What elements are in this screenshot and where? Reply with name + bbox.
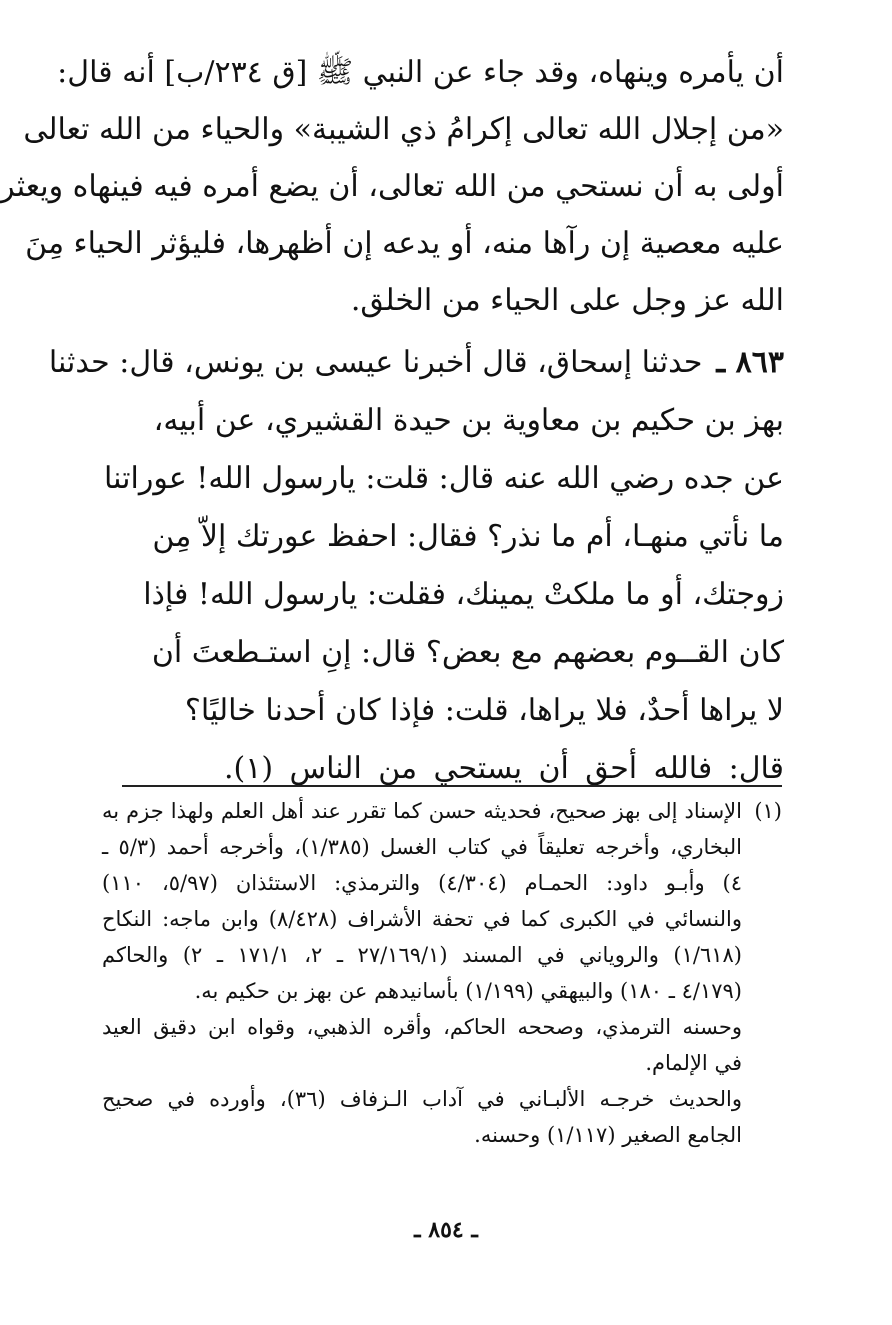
text-line: أولى به أن نستحي من الله تعالى، أن يضع أمره فيه فينهاه ويعثر [0,169,784,204]
footnote-line: ٤) وأبـو داود: الحمـام (٤/٣٠٤) والترمذي: الاستئذان (٥/٩٧، ١١٠) [102,871,742,895]
hadith-body [48,334,784,798]
footnote-line: والنسائي في الكبرى كما في تحفة الأشراف (٨/٤٢٨) وابن ماجه: النكاح [102,907,743,931]
hadith-line [48,334,784,392]
footnotes-block [102,793,782,1153]
text-line: «من إجلال الله تعالى إكرامُ ذي الشيبة» والحياء من الله تعالى [23,112,784,147]
hadith-line: عن جده رضي الله عنه قال: قلت: يارسول الله! عوراتنا [103,461,784,496]
text-line: عليه معصية إن رآها منه، أو يدعه إن أظهرها، فليؤثر الحياء مِنَ [25,226,784,261]
footnote-line: في الإلمام. [645,1051,742,1075]
footnote-line: الإسناد إلى بهز صحيح، فحديثه حسن كما تقرر عند أهل العلم ولهذا جزم به [102,799,742,823]
text-line: أن يأمره وينهاه، وقد جاء عن النبي ﷺ [ق ٢٣٤/ب] أنه قال: [57,55,784,90]
hadith-first-line: حدثنا إسحاق، قال أخبرنا عيسى بن يونس، قال: حدثنا [48,345,703,380]
footnote-line: (٤/١٧٩ ـ ١٨٠) والبيهقي (١/١٩٩) بأسانيدهم عن بهز بن حكيم به. [194,979,742,1003]
hadith-line: لا يراها أحدٌ، فلا يراها، قلت: فإذا كان أحدنا خاليًا؟ [184,693,784,728]
footnote-line: (١/٦١٨) والروياني في المسند (٢٧/١٦٩/١ ـ ٢، ١٧١/١ ـ ٢) والحاكم [102,943,742,967]
footnote-1 [102,793,782,1153]
hadith-line: كان القــوم بعضهم مع بعض؟ قال: إنِ استـطعتَ أن [151,635,784,670]
hadith-line: ما نأتي منهـا، أم ما نذر؟ فقال: احفظ عورتك إلاّ مِن [152,519,784,554]
hadith-line: زوجتك، أو ما ملكتْ يمينك، فقلت: يارسول الله! فإذا [143,577,784,612]
footnote-marker: (١) [754,799,782,823]
footnote-line: الجامع الصغير (١/١١٧) وحسنه. [474,1123,742,1147]
footnote-line: البخاري، وأخرجه تعليقاً في كتاب الغسل (١/٣٨٥)، وأخرجه أحمد (٥/٣ ـ [102,835,743,859]
footnote-line: والحديث خرجـه الألبـاني في آداب الـزفاف (٣٦)، وأورده في صحيح [102,1087,742,1111]
hadith-number: ٨٦٣ ـ [716,345,784,380]
footnote-line: وحسنه الترمذي، وصححه الحاكم، وأقره الذهبي، وقواه ابن دقيق العيد [102,1015,742,1039]
text-line: الله عز وجل على الحياء من الخلق. [350,283,784,318]
page-number: ـ ٨٥٤ ـ [414,1217,478,1243]
main-text-block [0,44,784,329]
hadith-line: قال: فالله أحق أن يستحي من الناس (١). [224,751,784,786]
footnote-separator [122,785,782,787]
hadith-line: بهز بن حكيم بن معاوية بن حيدة القشيري، عن أبيه، [153,403,784,438]
